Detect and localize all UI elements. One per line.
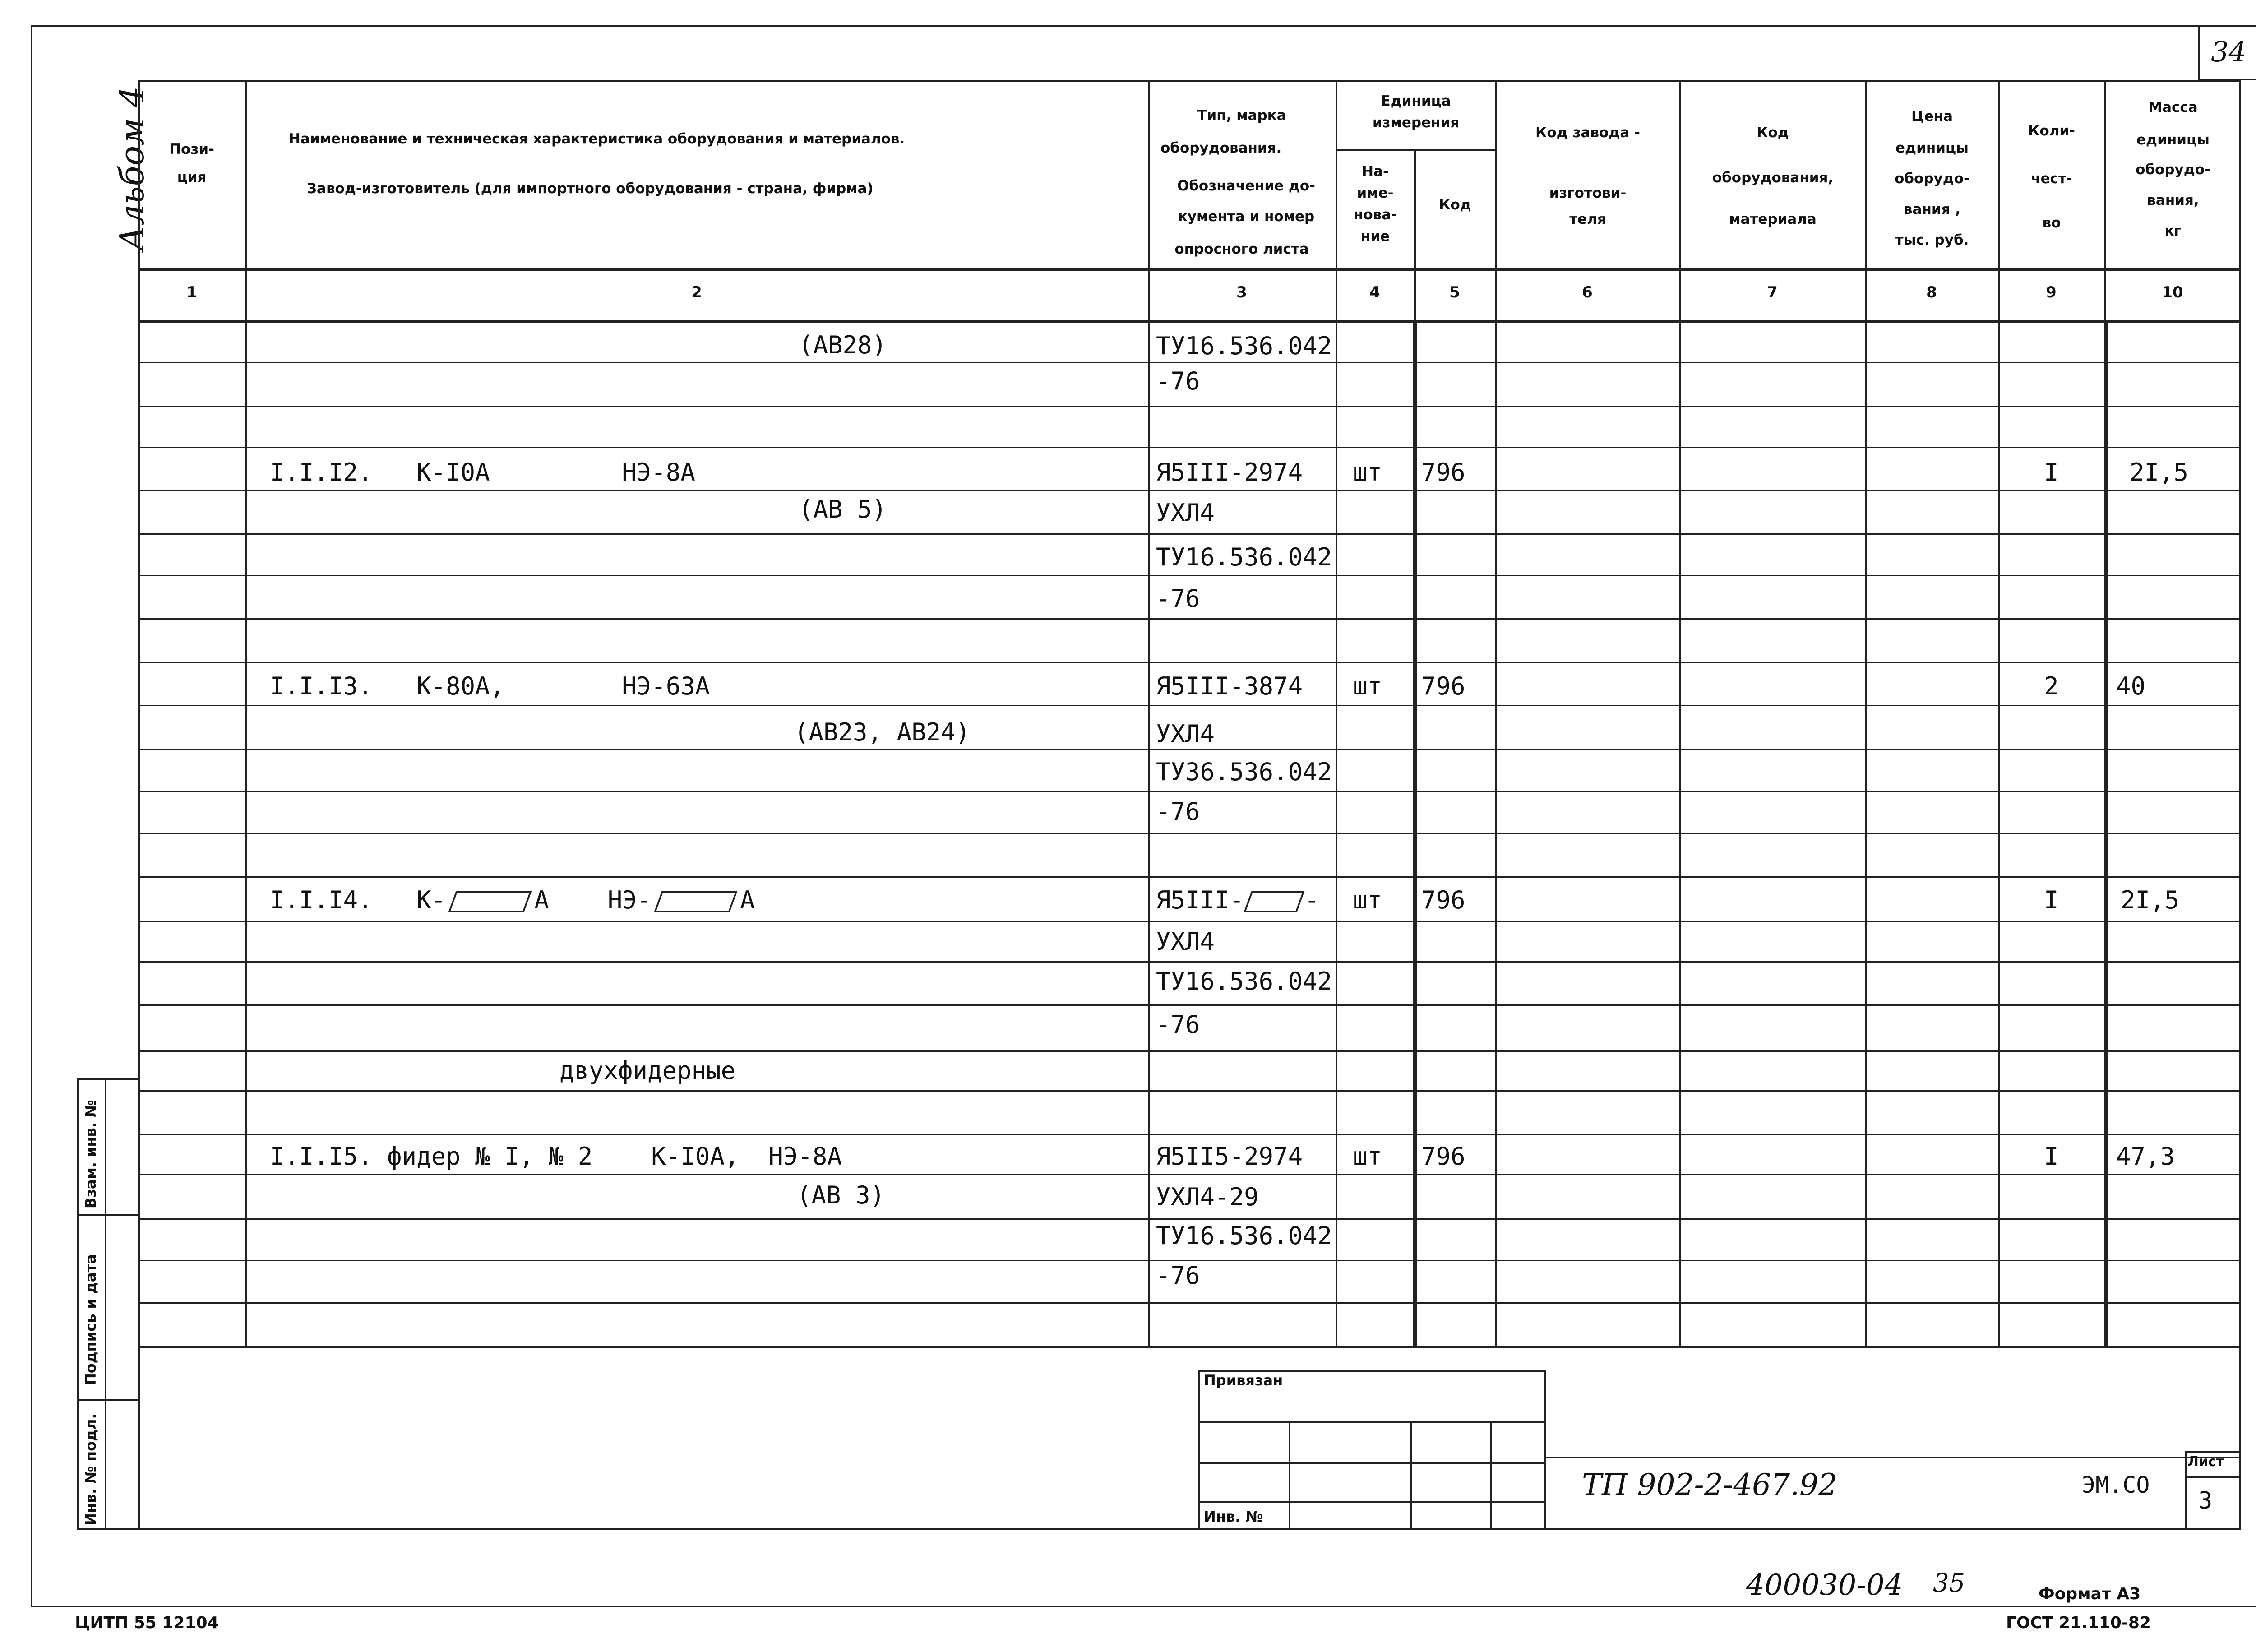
- row-separator: [138, 406, 2241, 407]
- header-plant-code-b: изготови-: [1549, 185, 1627, 201]
- row14-c3: Я5III- -: [1156, 886, 1319, 914]
- header-plant-code-a: Код завода -: [1535, 125, 1640, 141]
- row-separator: [138, 961, 2241, 963]
- row18-c2c: двухфидерные: [559, 1056, 736, 1085]
- row5-c2b: (АВ 5): [799, 495, 887, 523]
- header-qty-c: во: [2042, 215, 2061, 231]
- row20-c10: 47,3: [2116, 1142, 2175, 1171]
- row-separator: [138, 749, 2241, 750]
- header-mass-e: кг: [2164, 223, 2182, 239]
- row4-c4: шт: [1353, 458, 1382, 486]
- row-separator: [138, 921, 2241, 922]
- row-separator: [138, 1090, 2241, 1092]
- list-label: Лист: [2187, 1454, 2224, 1470]
- row9-c3: Я5III-3874: [1156, 672, 1303, 700]
- row1-c2b: (АВ28): [799, 331, 887, 359]
- col-line-8: [1998, 80, 2000, 1347]
- album-label: Альбом 4: [113, 86, 152, 251]
- stamp-podpis: Подпись и дата: [82, 1254, 99, 1385]
- row-separator: [138, 533, 2241, 535]
- privyazan-line-2: [1198, 1462, 1546, 1464]
- colnum-7: 7: [1767, 283, 1778, 301]
- header-type-d: кумента и номер: [1178, 208, 1315, 225]
- row14-c10: 2I,5: [2121, 886, 2180, 914]
- row-separator: [138, 1174, 2241, 1175]
- row11-c3: ТУ36.536.042: [1156, 758, 1332, 786]
- row4-c9: I: [2044, 458, 2059, 486]
- header-qty-a: Коли-: [2028, 123, 2075, 139]
- row-separator: [138, 833, 2241, 834]
- header-bottom-line: [138, 268, 2241, 271]
- header-price-d: вания ,: [1903, 201, 1961, 217]
- inv-no-label: Инв. №: [1204, 1508, 1263, 1525]
- row22-c3: ТУ16.536.042: [1156, 1222, 1332, 1250]
- row-separator: [138, 1218, 2241, 1220]
- header-equip-code-b: оборудования,: [1712, 170, 1834, 186]
- header-type-c: Обозначение до-: [1177, 178, 1316, 194]
- body-bottom-line: [138, 1346, 2241, 1348]
- row12-c3: -76: [1156, 797, 1200, 826]
- doc-mark: ЭМ.СО: [2082, 1472, 2150, 1498]
- side-stamp-divider: [105, 1078, 106, 1530]
- handwritten-num: 35: [1933, 1569, 1965, 1598]
- row1-c3: ТУ16.536.042: [1156, 332, 1332, 360]
- row-separator: [138, 705, 2241, 706]
- header-plant-code-c: теля: [1569, 211, 1606, 227]
- colnum-1: 1: [186, 283, 197, 301]
- row14-c5: 796: [1421, 886, 1465, 914]
- row14-c4: шт: [1353, 886, 1382, 914]
- row-separator: [138, 1302, 2241, 1304]
- page-number: 34: [2211, 35, 2247, 68]
- footer-gost: ГОСТ 21.110-82: [2006, 1614, 2151, 1632]
- row20-c2: I.I.I5. фидер № I, № 2 К-I0А, НЭ-8А: [270, 1142, 842, 1171]
- row4-c10: 2I,5: [2130, 458, 2189, 486]
- row-separator: [138, 662, 2241, 663]
- row20-c5: 796: [1421, 1142, 1465, 1171]
- row15-c3: УХЛ4: [1156, 927, 1215, 956]
- header-pos: Пози- ция: [169, 141, 214, 185]
- row9-c10: 40: [2116, 672, 2146, 700]
- header-unit-code: Код: [1439, 197, 1471, 213]
- row-separator: [138, 1134, 2241, 1135]
- side-stamp-line-2: [77, 1399, 140, 1401]
- row10-c3: УХЛ4: [1156, 720, 1215, 748]
- col-line-6: [1679, 80, 1681, 1347]
- col-line-2: [1148, 80, 1150, 1347]
- row7-c3: -76: [1156, 584, 1200, 613]
- privyazan-vline-1: [1289, 1421, 1290, 1530]
- header-name-b: Завод-изготовитель (для импортного оборудования - страна, фирма): [307, 180, 874, 197]
- colnum-6: 6: [1582, 283, 1593, 301]
- header-equip-code-c: материала: [1729, 211, 1817, 227]
- row-separator: [138, 876, 2241, 878]
- col-line-7: [1865, 80, 1867, 1347]
- list-box-line: [2185, 1476, 2241, 1478]
- privyazan-box: [1198, 1370, 1546, 1530]
- header-qty-b: чест-: [2031, 171, 2072, 187]
- privyazan-vline-2: [1410, 1421, 1412, 1530]
- row20-c9: I: [2044, 1142, 2059, 1171]
- blank-field-ne: [654, 891, 738, 912]
- row4-c2: I.I.I2. К-I0А НЭ-8А: [270, 458, 695, 486]
- footer-left: ЦИТП 55 12104: [75, 1614, 219, 1632]
- blank-field-k: [448, 891, 532, 912]
- row17-c3: -76: [1156, 1010, 1200, 1039]
- title-top-line: [1546, 1457, 2241, 1458]
- colnum-9: 9: [2046, 283, 2057, 301]
- privyazan-line-1: [1198, 1421, 1546, 1423]
- privyazan-label: Привязан: [1204, 1372, 1283, 1389]
- row10-c2b: (АВ23, АВ24): [794, 718, 971, 746]
- row23-c3: -76: [1156, 1261, 1200, 1290]
- header-price-b: единицы: [1895, 140, 1969, 156]
- row4-c3: Я5III-2974: [1156, 458, 1303, 486]
- colnum-4: 4: [1369, 283, 1380, 301]
- colnum-8: 8: [1926, 283, 1937, 301]
- header-mass-a: Масса: [2148, 99, 2198, 116]
- colnum-10: 10: [2162, 283, 2183, 301]
- colnum-3: 3: [1236, 283, 1247, 301]
- header-mass-d: вания,: [2147, 192, 2199, 208]
- row-separator: [138, 575, 2241, 576]
- header-type-a: Тип, марка: [1197, 107, 1286, 124]
- list-value: 3: [2198, 1487, 2213, 1514]
- row21-c3: УХЛ4-29: [1156, 1183, 1259, 1211]
- row-separator: [138, 1004, 2241, 1006]
- header-price-e: тыс. руб.: [1895, 232, 1969, 248]
- colnum-2: 2: [691, 283, 702, 301]
- col-line-1: [245, 80, 247, 1347]
- colnum-5: 5: [1449, 283, 1460, 301]
- row-separator: [138, 1050, 2241, 1052]
- privyazan-line-3: [1198, 1501, 1546, 1503]
- row14-c9: I: [2044, 886, 2059, 914]
- row9-c4: шт: [1353, 672, 1382, 700]
- header-unit-name: На- име- нова- ние: [1353, 163, 1397, 245]
- stamp-inv: Инв. № подл.: [82, 1413, 99, 1525]
- row20-c4: шт: [1353, 1142, 1382, 1171]
- blank-field-type: [1244, 891, 1304, 912]
- row9-c5: 796: [1421, 672, 1465, 700]
- header-name-a: Наименование и техническая характеристика оборудования и материалов.: [289, 131, 905, 147]
- row-separator: [138, 490, 2241, 491]
- header-type-e: опросного листа: [1174, 241, 1309, 257]
- row9-c9: 2: [2044, 672, 2059, 700]
- header-unit: Единица измерения: [1372, 93, 1460, 131]
- row14-c2: I.I.I4. К- А НЭ- А: [270, 886, 755, 914]
- row-separator: [138, 447, 2241, 448]
- row-separator: [138, 791, 2241, 792]
- row2-c3: -76: [1156, 367, 1200, 395]
- row20-c3: Я5II5-2974: [1156, 1142, 1303, 1171]
- header-equip-code-a: Код: [1757, 125, 1789, 141]
- row21-c2b: (АВ 3): [797, 1181, 885, 1209]
- header-price-a: Цена: [1911, 108, 1953, 125]
- header-mass-b: единицы: [2136, 132, 2210, 148]
- header-type-b: оборудования.: [1160, 140, 1282, 156]
- row5-c3: УХЛ4: [1156, 499, 1215, 527]
- header-mass-c: оборудо-: [2136, 162, 2210, 178]
- col-line-3: [1336, 80, 1337, 1347]
- row9-c2: I.I.I3. К-80А, НЭ-63А: [270, 672, 710, 700]
- row4-c5: 796: [1421, 458, 1465, 486]
- row-separator: [138, 362, 2241, 363]
- row6-c3: ТУ16.536.042: [1156, 543, 1332, 571]
- colnum-bottom-line: [138, 320, 2241, 323]
- col-line-5: [1495, 80, 1497, 1347]
- unit-split-line: [1336, 149, 1495, 151]
- row-separator: [138, 618, 2241, 620]
- doc-code: ТП 902-2-467.92: [1582, 1467, 1838, 1502]
- row16-c3: ТУ16.536.042: [1156, 967, 1332, 995]
- handwritten-code: 400030-04: [1746, 1569, 1903, 1602]
- privyazan-vline-3: [1490, 1421, 1492, 1530]
- stamp-vzam: Взам. инв. №: [82, 1100, 99, 1208]
- side-stamp-line-1: [77, 1214, 140, 1216]
- format-label: Формат А3: [2039, 1585, 2141, 1603]
- header-price-c: оборудо-: [1895, 171, 1969, 187]
